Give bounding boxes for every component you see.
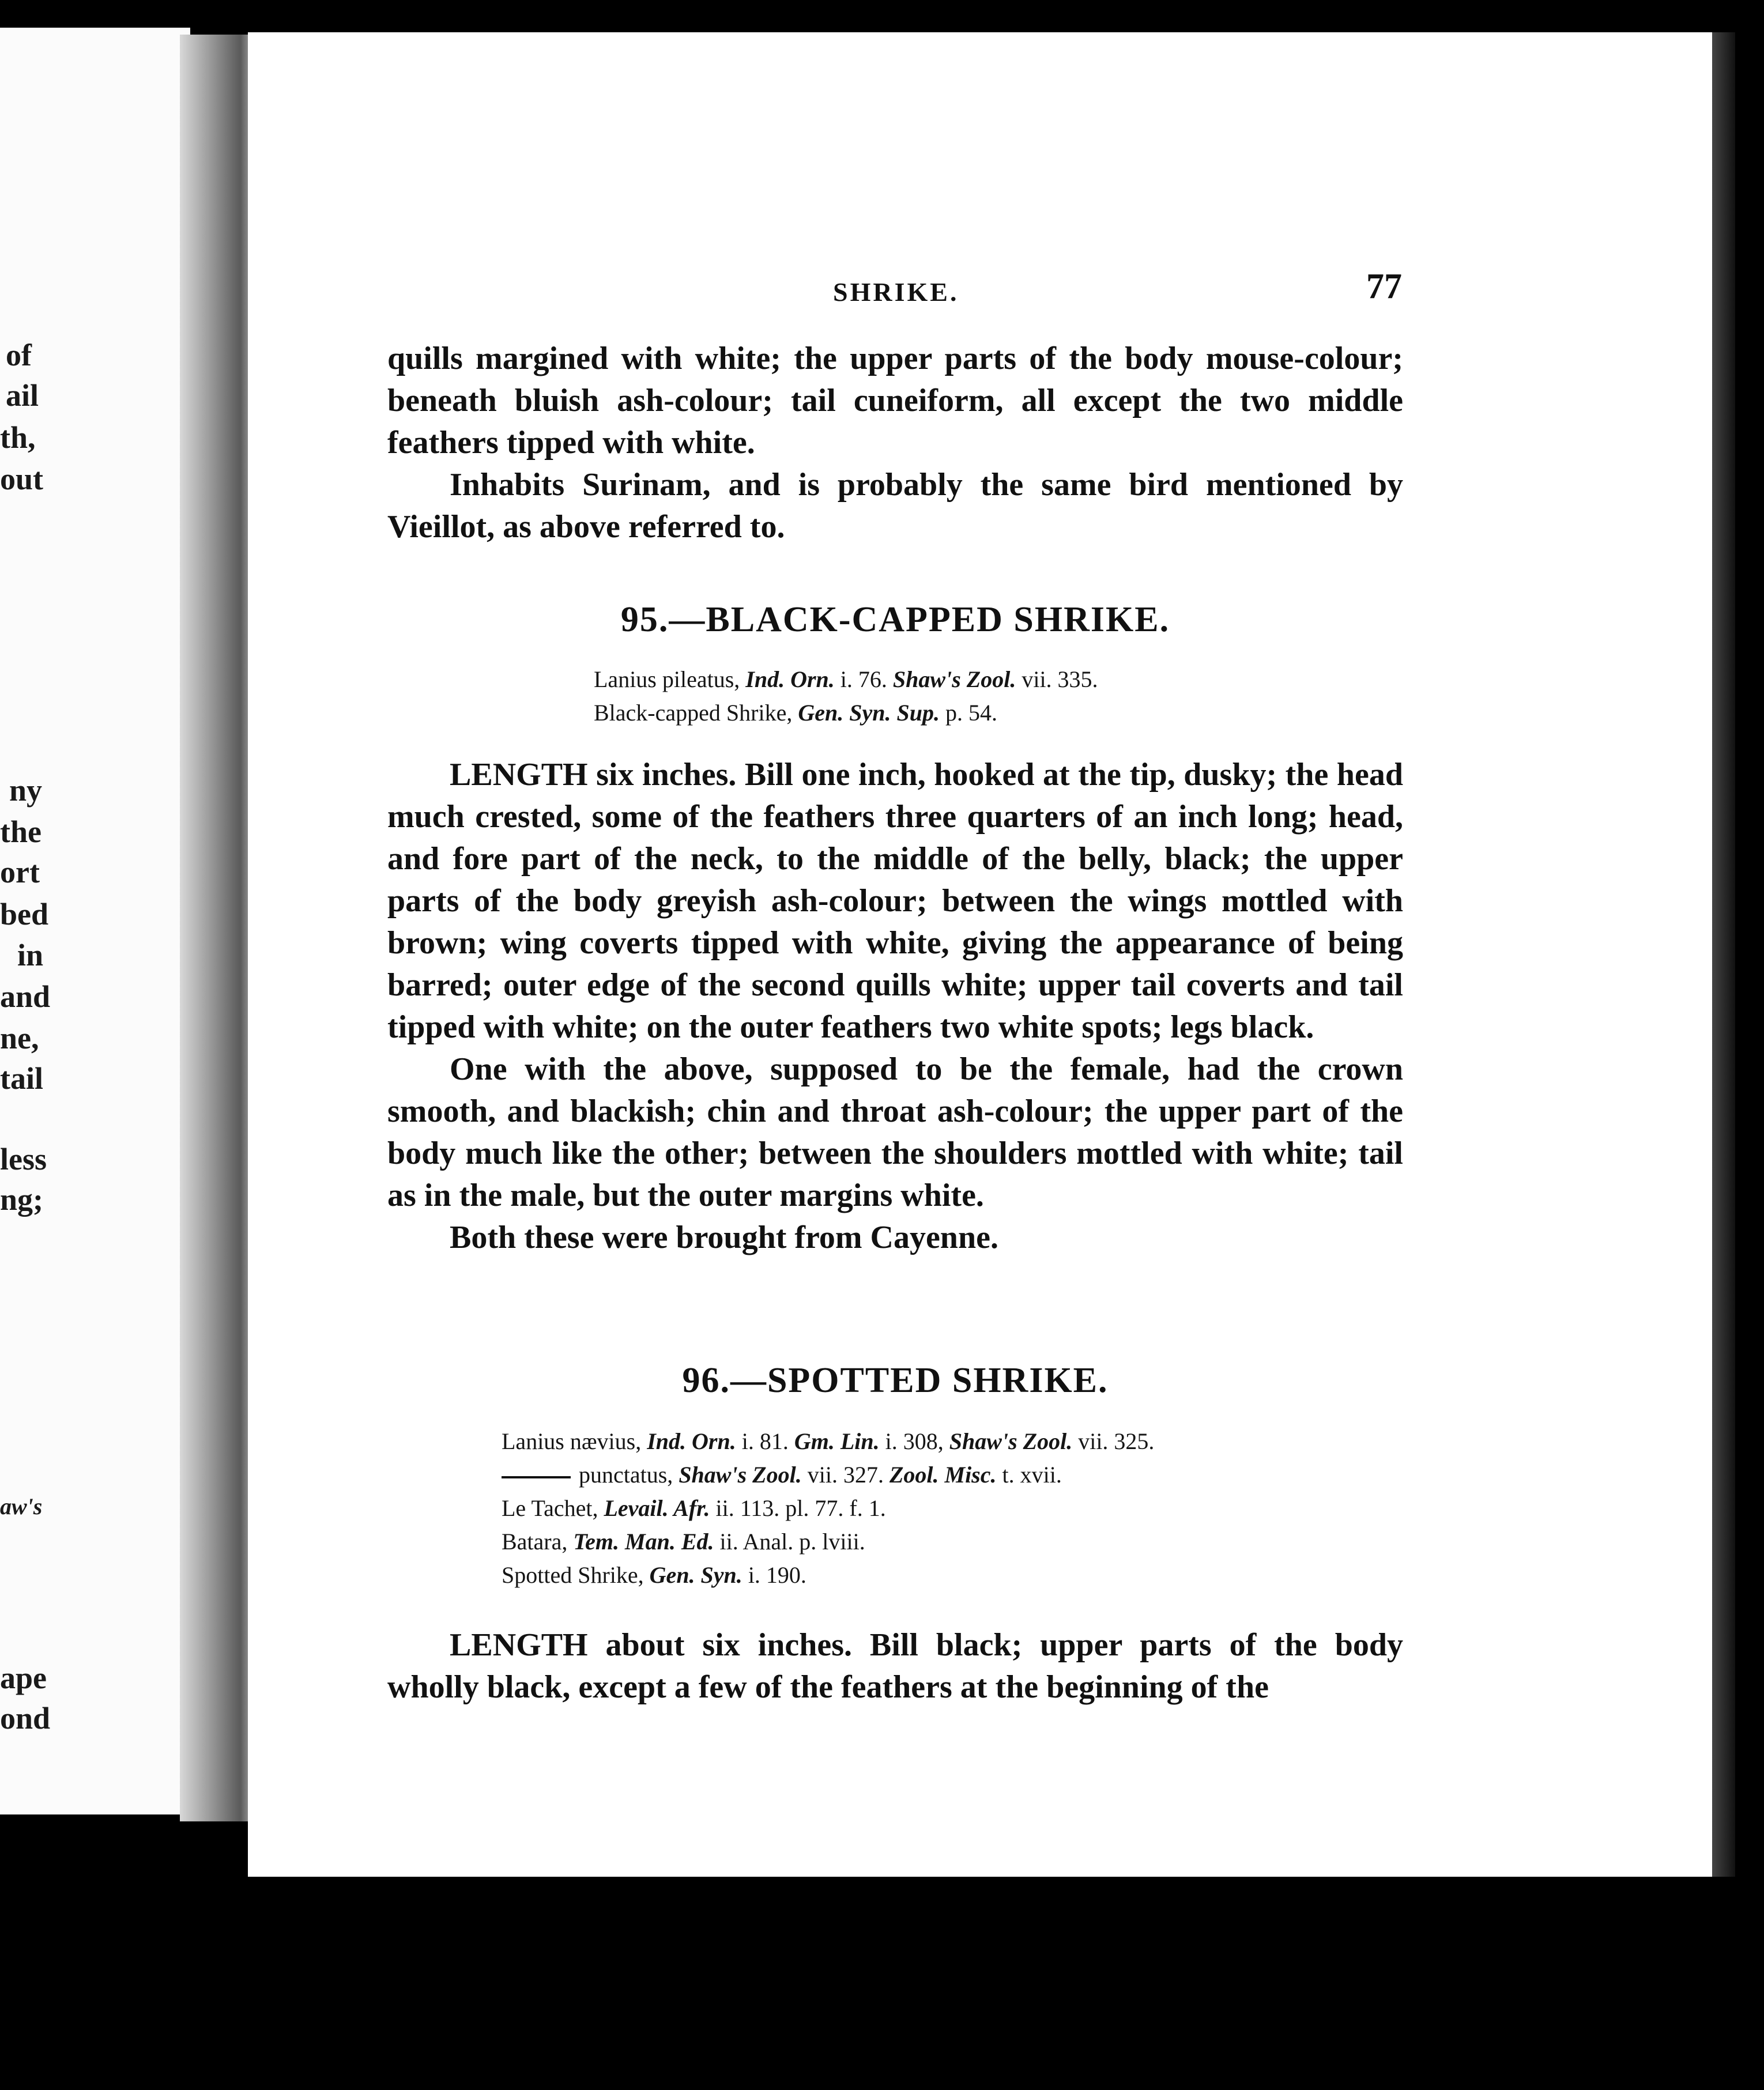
section-95-body	[387, 754, 1403, 1259]
section-95-heading	[387, 599, 1403, 669]
synonym-name: Spotted Shrike,	[502, 1562, 650, 1588]
previous-page-fragment: the	[0, 814, 42, 849]
synonym-line	[502, 1492, 1154, 1525]
previous-page-fragment: of	[6, 338, 32, 372]
synonym-name: Lanius pileatus,	[594, 666, 746, 692]
synonym-reference: ii. Anal. p. lviii.	[719, 1529, 865, 1555]
synonym-line	[502, 1525, 1154, 1559]
previous-page-fragment: ail	[6, 378, 39, 413]
synonym-name: punctatus,	[579, 1462, 679, 1488]
previous-page-fragment: ort	[0, 855, 40, 889]
previous-page-fragment: and	[0, 979, 51, 1014]
intro-paragraph-1: quills margined with white; the upper parts of the body mouse-colour; beneath bluish ash-colour; tail cuneiform, all except the two middle feathers tipped with white.	[387, 341, 1403, 461]
synonym-reference: p. 54.	[945, 700, 997, 726]
synonym-reference: i. 190.	[748, 1562, 806, 1588]
page-number: 77	[1366, 267, 1402, 306]
section-95-synonyms	[594, 663, 1098, 730]
previous-page-fragment: ne,	[0, 1021, 39, 1055]
synonym-source: Shaw's Zool.	[679, 1462, 808, 1488]
previous-page-fragment: bed	[0, 897, 49, 931]
synonym-source: Ind. Orn.	[745, 666, 840, 692]
section-96-title: 96.—SPOTTED SHRIKE.	[682, 1361, 1109, 1400]
synonym-source: Tem. Man. Ed.	[573, 1529, 720, 1555]
synonym-reference: i. 76.	[840, 666, 893, 692]
previous-page	[0, 28, 190, 1814]
synonym-source: Shaw's Zool.	[892, 666, 1022, 692]
previous-page-fragment: aw's	[0, 1493, 43, 1519]
synonym-line	[594, 663, 1098, 696]
synonym-line	[594, 696, 1098, 730]
synonym-reference: vii. 335.	[1022, 666, 1098, 692]
previous-page-fragment: ond	[0, 1701, 51, 1736]
previous-page-fragment: ape	[0, 1661, 47, 1695]
section-95-paragraph-2: One with the above, supposed to be the female, had the crown smooth, and blackish; chin and throat ash-colour; the upper part of the body much like the other; between the shoulders mottled with white; tail as in the male, but the outer margins white.	[387, 1051, 1403, 1213]
section-96-paragraph-1: LENGTH about six inches. Bill black; upper parts of the body wholly black, except a few of the feathers at the beginning of the	[387, 1627, 1403, 1705]
section-95-title: 95.—BLACK-CAPPED SHRIKE.	[620, 600, 1170, 639]
synonym-reference: vii. 325.	[1078, 1428, 1155, 1454]
synonym-line	[502, 1425, 1154, 1458]
synonym-source: Gm. Lin.	[794, 1428, 885, 1454]
previous-page-fragment: ny	[9, 773, 43, 808]
synonym-reference: ii. 113. pl. 77. f. 1.	[715, 1495, 886, 1521]
previous-page-text-fragments	[0, 28, 190, 1814]
synonym-reference: i. 308,	[885, 1428, 949, 1454]
synonym-source: Ind. Orn.	[647, 1428, 742, 1454]
synonym-source: Zool. Misc.	[889, 1462, 1002, 1488]
previous-page-fragment: less	[0, 1142, 47, 1176]
synonym-source: Gen. Syn. Sup.	[798, 700, 945, 726]
synonym-reference: t. xvii.	[1002, 1462, 1062, 1488]
section-95-paragraph-1: LENGTH six inches. Bill one inch, hooked at the tip, dusky; the head much crested, some of the feathers three quarters of an inch long; head, and fore part of the neck, to the middle of the belly, black; the upper parts of the body greyish ash-colour; between the wings mottled with brown; wing coverts tipped with white, giving the appearance of being barred; outer edge of the second quills white; upper tail coverts and tail tipped with white; on the outer feathers two white spots; legs black.	[387, 757, 1403, 1045]
synonym-source: Levail. Afr.	[604, 1495, 716, 1521]
synonym-line	[502, 1559, 1154, 1592]
previous-page-fragment: th,	[0, 420, 36, 455]
synonym-reference: vii. 327.	[807, 1462, 889, 1488]
synonym-source: Shaw's Zool.	[949, 1428, 1079, 1454]
ditto-rule	[502, 1476, 571, 1478]
synonym-line	[502, 1458, 1154, 1492]
synonym-name: Le Tachet,	[502, 1495, 604, 1521]
intro-paragraph-2: Inhabits Surinam, and is probably the same bird mentioned by Vieillot, as above referred to.	[387, 467, 1403, 545]
intro-text	[387, 338, 1403, 548]
synonym-name: Black-capped Shrike,	[594, 700, 798, 726]
section-96-synonyms	[502, 1425, 1154, 1592]
synonym-name: Lanius nævius,	[502, 1428, 647, 1454]
running-head: SHRIKE.	[833, 277, 959, 307]
previous-page-fragment: ng;	[0, 1182, 44, 1217]
previous-page-fragment: tail	[0, 1061, 43, 1096]
page-edge	[1712, 32, 1735, 1877]
section-96-body	[387, 1624, 1403, 1708]
section-96-heading	[387, 1360, 1403, 1429]
previous-page-fragment: in	[17, 938, 44, 972]
previous-page-fragment: out	[0, 462, 44, 496]
synonym-reference: i. 81.	[741, 1428, 794, 1454]
section-95-paragraph-3: Both these were brought from Cayenne.	[450, 1220, 998, 1255]
synonym-source: Gen. Syn.	[649, 1562, 748, 1588]
synonym-name: Batara,	[502, 1529, 574, 1555]
